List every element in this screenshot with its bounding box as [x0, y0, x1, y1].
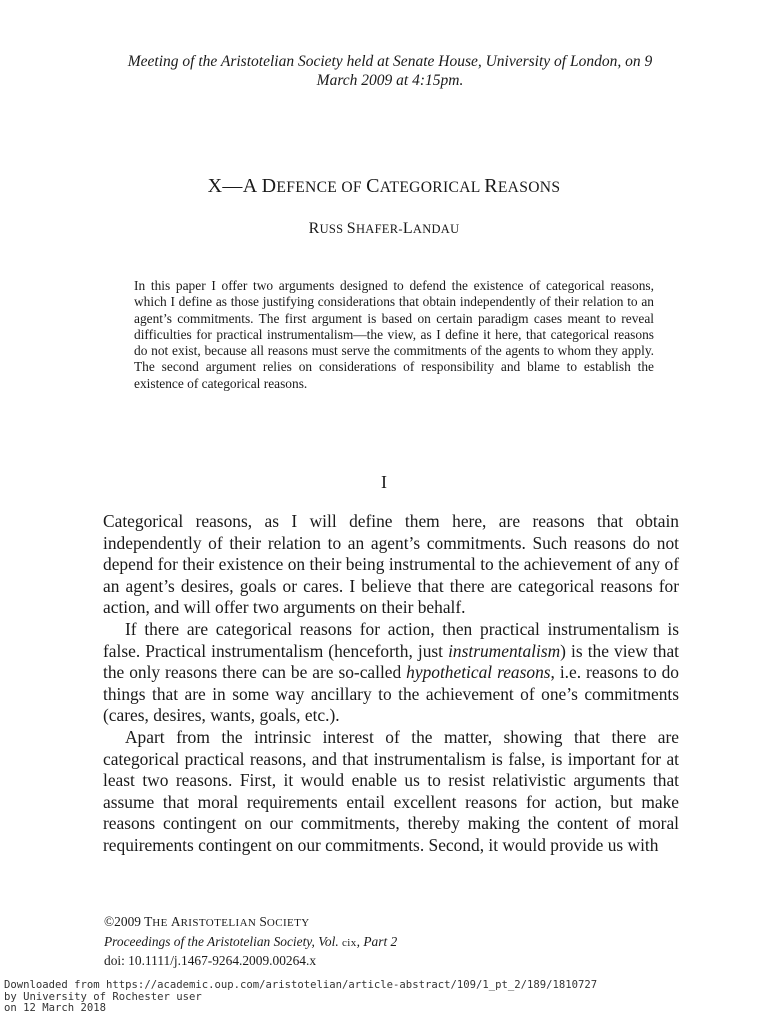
copyright-line [104, 913, 664, 933]
proceedings-line [104, 933, 664, 953]
download-url-line[interactable]: Downloaded from https://academic.oup.com/aristotelian/article-abstract/109/1_pt_2/189/1810727 [4, 979, 598, 991]
download-date-line: on 12 March 2018 [4, 1002, 107, 1015]
footer [104, 913, 664, 970]
proceedings-text: Proceedings of the Aristotelian Society, Vol. [104, 933, 343, 949]
paragraph: Categorical reasons, as I will define them here, are reasons that obtain independently of their relation to an agent’s commitments. Such reasons do not depend for their existence on their being instrumental to the achievement of any of an agent’s desires, goals or cares. I believe that there are categorical reasons for action, and will offer two arguments on their behalf. [103, 511, 679, 618]
copyright-year: ©2009 [104, 914, 141, 929]
body-text [103, 511, 679, 857]
title-part: R [484, 175, 498, 197]
doi-line[interactable]: doi: 10.1111/j.1467-9264.2009.00264.x [104, 953, 317, 968]
title-part: C [366, 175, 380, 197]
download-stamp [4, 980, 724, 1015]
author-part: HAFER- [355, 222, 403, 236]
paragraph-text: ) is the view that the only reasons there can be are so-called [103, 640, 679, 683]
author-part: USS [319, 222, 347, 236]
society-part: OCIETY [266, 917, 310, 929]
author-part: R [308, 220, 320, 237]
society-part: S [259, 914, 267, 929]
society-part: T [140, 914, 153, 929]
society-part: A [170, 914, 181, 929]
paragraph: Apart from the intrinsic interest of the matter, showing that there are categorical practical reasons, and that instrumentalism is false, is important for at least two reasons. First, it would enable us to resist relativistic arguments that assume that moral requirements entail excellent reasons for action, but make reasons contingent on our commitments, thereby making the content of moral requirements contingent on our commitments. Second, it would provide us with [103, 726, 679, 855]
society-part: RISTOTELIAN [180, 917, 260, 929]
paragraph-text: If there are categorical reasons for action, then practical instrumentalism is false. Practical instrumentalism (henceforth, just [103, 618, 679, 661]
meeting-note: Meeting of the Aristotelian Society held at Senate House, University of London, on 9 March 2009 at 4:15pm. [127, 53, 653, 89]
part-text: , Part 2 [356, 933, 398, 949]
abstract: In this paper I offer two arguments designed to defend the existence of categorical reasons, which I define as those justifying considerations that obtain independently of their relation to an agent’s commitments. The first argument is based on certain paradigm cases meant to reveal difficulties for practical instrumentalism—the view, as I define it here, that categorical reasons do not exist, because all reasons must serve the commitments of the agents to whom they apply. The second argument relies on considerations of responsibility and blame to establish the existence of categorical reasons. [134, 278, 654, 391]
emphasis: hypothetical reasons [406, 662, 551, 683]
volume-number: cix [342, 936, 357, 949]
author-part: L [402, 220, 413, 237]
emphasis: instrumentalism [448, 640, 561, 661]
paragraph-text: , i.e. reasons to do things that are in some way ancillary to the achievement of one’s commitments (cares, desires, wants, goals, etc.). [103, 662, 679, 726]
section-heading: I [381, 472, 387, 492]
author-part: S [346, 220, 356, 237]
article-title [0, 175, 768, 198]
author-part: ANDAU [412, 222, 460, 236]
society-part: HE [152, 917, 171, 929]
download-user-line: by University of Rochester user [4, 990, 202, 1003]
title-prefix: X—A D [207, 175, 277, 197]
title-part: ATEGORICAL [379, 179, 485, 196]
author-name [0, 220, 768, 238]
paragraph [103, 619, 679, 727]
title-part: EASONS [497, 179, 561, 196]
title-part: EFENCE OF [276, 179, 367, 196]
